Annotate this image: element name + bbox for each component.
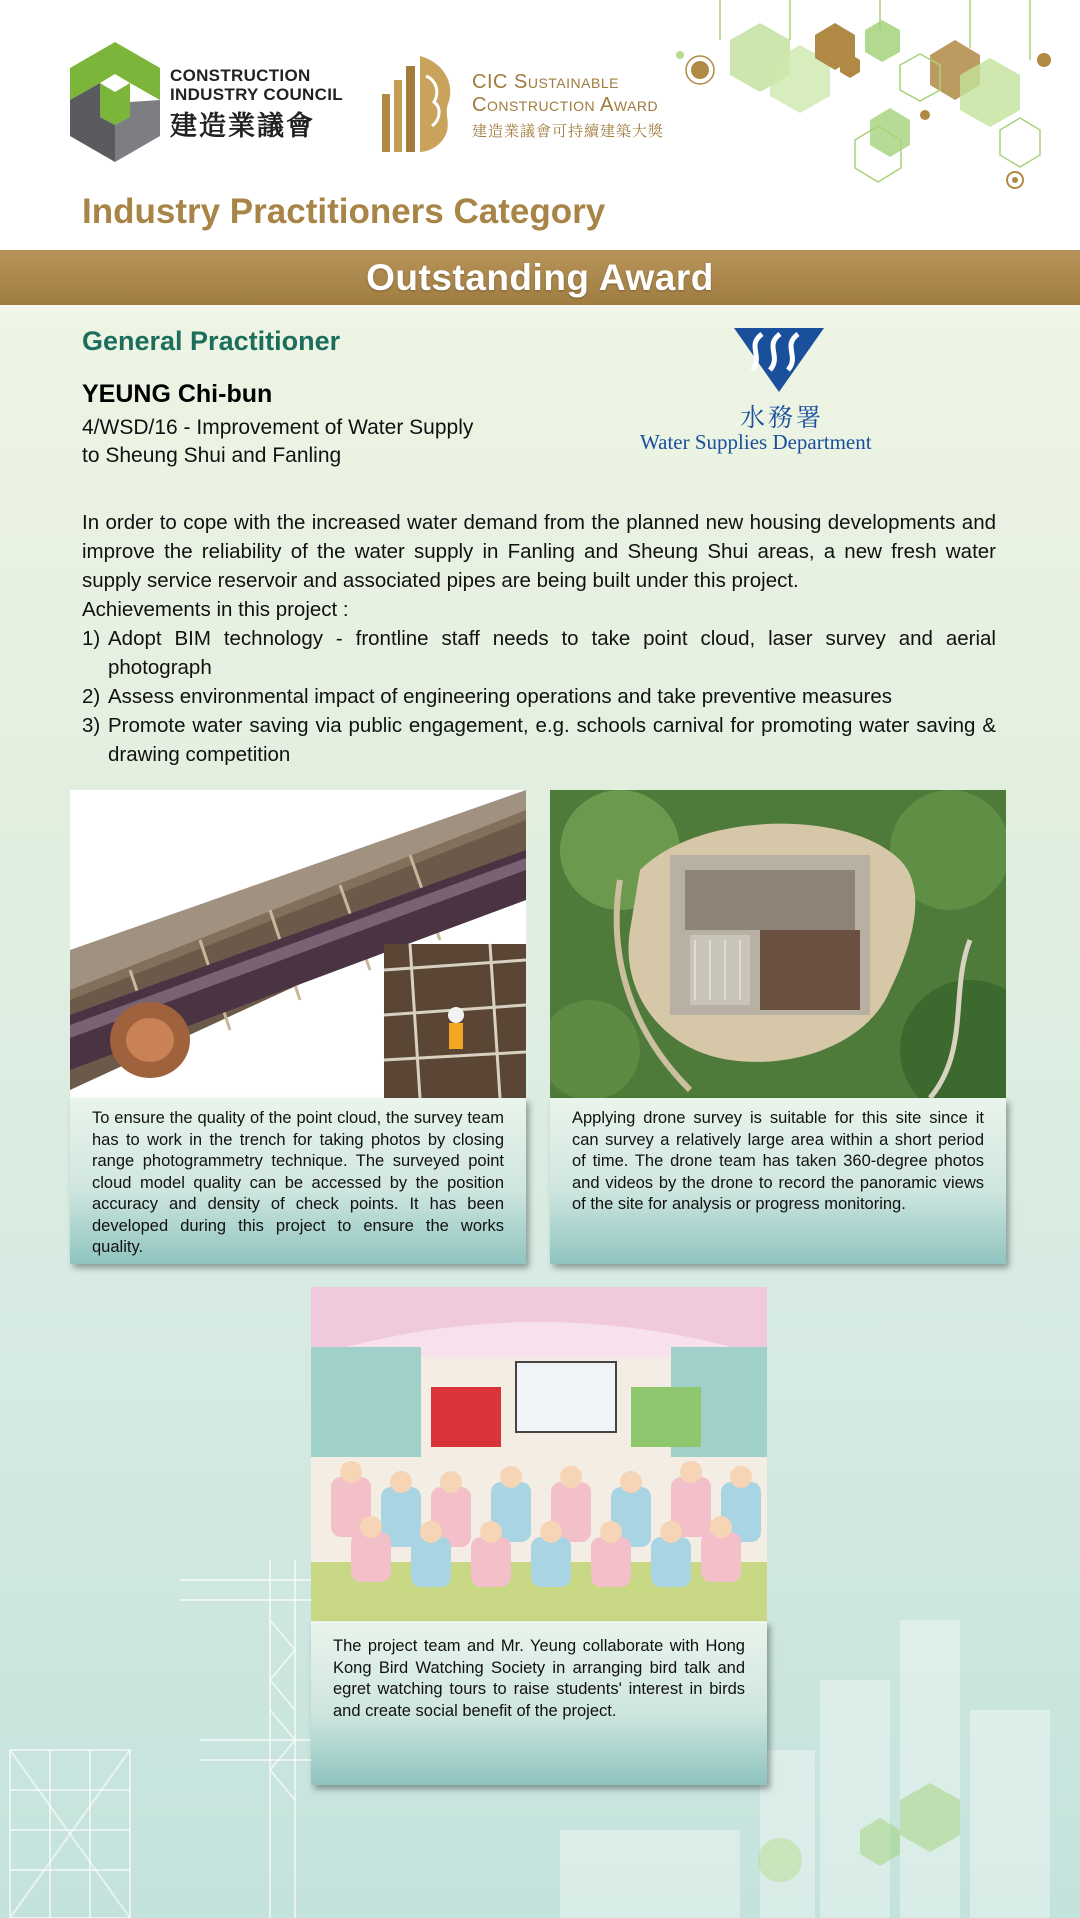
project-title-line-1: 4/WSD/16 - Improvement of Water Supply (82, 416, 474, 439)
winner-name: YEUNG Chi-bun (82, 380, 273, 408)
wsd-logo-icon (734, 328, 824, 392)
category-title: Industry Practitioners Category (82, 192, 606, 231)
project-description (82, 508, 996, 769)
award-band (0, 250, 1080, 305)
practitioner-category: General Practitioner (82, 326, 341, 356)
hexagon-decoration (660, 0, 1080, 210)
list-item: 2) Assess environmental impact of engineering operations and take preventive measures (82, 685, 892, 708)
list-item: 3) Promote water saving via public engagement, e.g. schools carnival for promoting water saving & drawing competition (82, 714, 996, 766)
award-title-zh: 建造業議會可持續建築大獎 (472, 122, 665, 140)
award-band-label: Outstanding Award (366, 256, 714, 298)
cic-name-zh: 建造業議會 (170, 111, 315, 142)
cic-logo-icon (70, 42, 160, 162)
school-event-photo (311, 1287, 767, 1621)
cic-name-en-line-1: CONSTRUCTION (170, 66, 311, 85)
award-title-en (472, 71, 658, 117)
school-event-caption: The project team and Mr. Yeung collaborate with Hong Kong Bird Watching Society in arranging bird talk and egret watching tours to raise students' interest in birds and create social benefit of the project. (311, 1621, 767, 1785)
award-title-line-1: CIC Sustainable (472, 71, 619, 93)
project-title-line-2: to Sheung Shui and Fanling (82, 444, 342, 467)
award-logo-icon (382, 56, 462, 152)
organization-name-en: Water Supplies Department (640, 430, 872, 454)
organization-name-zh: 水務署 (740, 403, 825, 432)
project-title (82, 414, 473, 470)
aerial-drone-photo (550, 790, 1006, 1098)
point-cloud-caption: To ensure the quality of the point cloud, the survey team has to work in the trench for taking photos by closing range photogrammetry technique. The surveyed point cloud model quality can be accessed by the position accuracy and density of check points. It has been developed during this project to ensure the works quality. (70, 1098, 526, 1264)
achievements-list (82, 624, 996, 769)
drone-caption: Applying drone survey is suitable for this site since it can survey a relatively large area within a short period of time. The drone team has taken 360-degree photos and videos by the drone to record the panoramic views of the site for analysis or progress monitoring. (550, 1098, 1006, 1264)
list-item: 1) Adopt BIM technology - frontline staff needs to take point cloud, laser survey and aerial photograph (82, 627, 996, 679)
cic-name-en (170, 66, 343, 104)
cic-name-en-line-2: INDUSTRY COUNCIL (170, 85, 343, 104)
point-cloud-photo (70, 790, 526, 1098)
achievements-heading: Achievements in this project : (82, 598, 349, 621)
award-title-line-2: Construction Award (472, 94, 659, 116)
description-paragraph: In order to cope with the increased water demand from the planned new housing developments and improve the reliability of the water supply in Fanling and Sheung Shui areas, a new fresh water supply service reservoir and associated pipes are being built under this project. (82, 511, 996, 592)
